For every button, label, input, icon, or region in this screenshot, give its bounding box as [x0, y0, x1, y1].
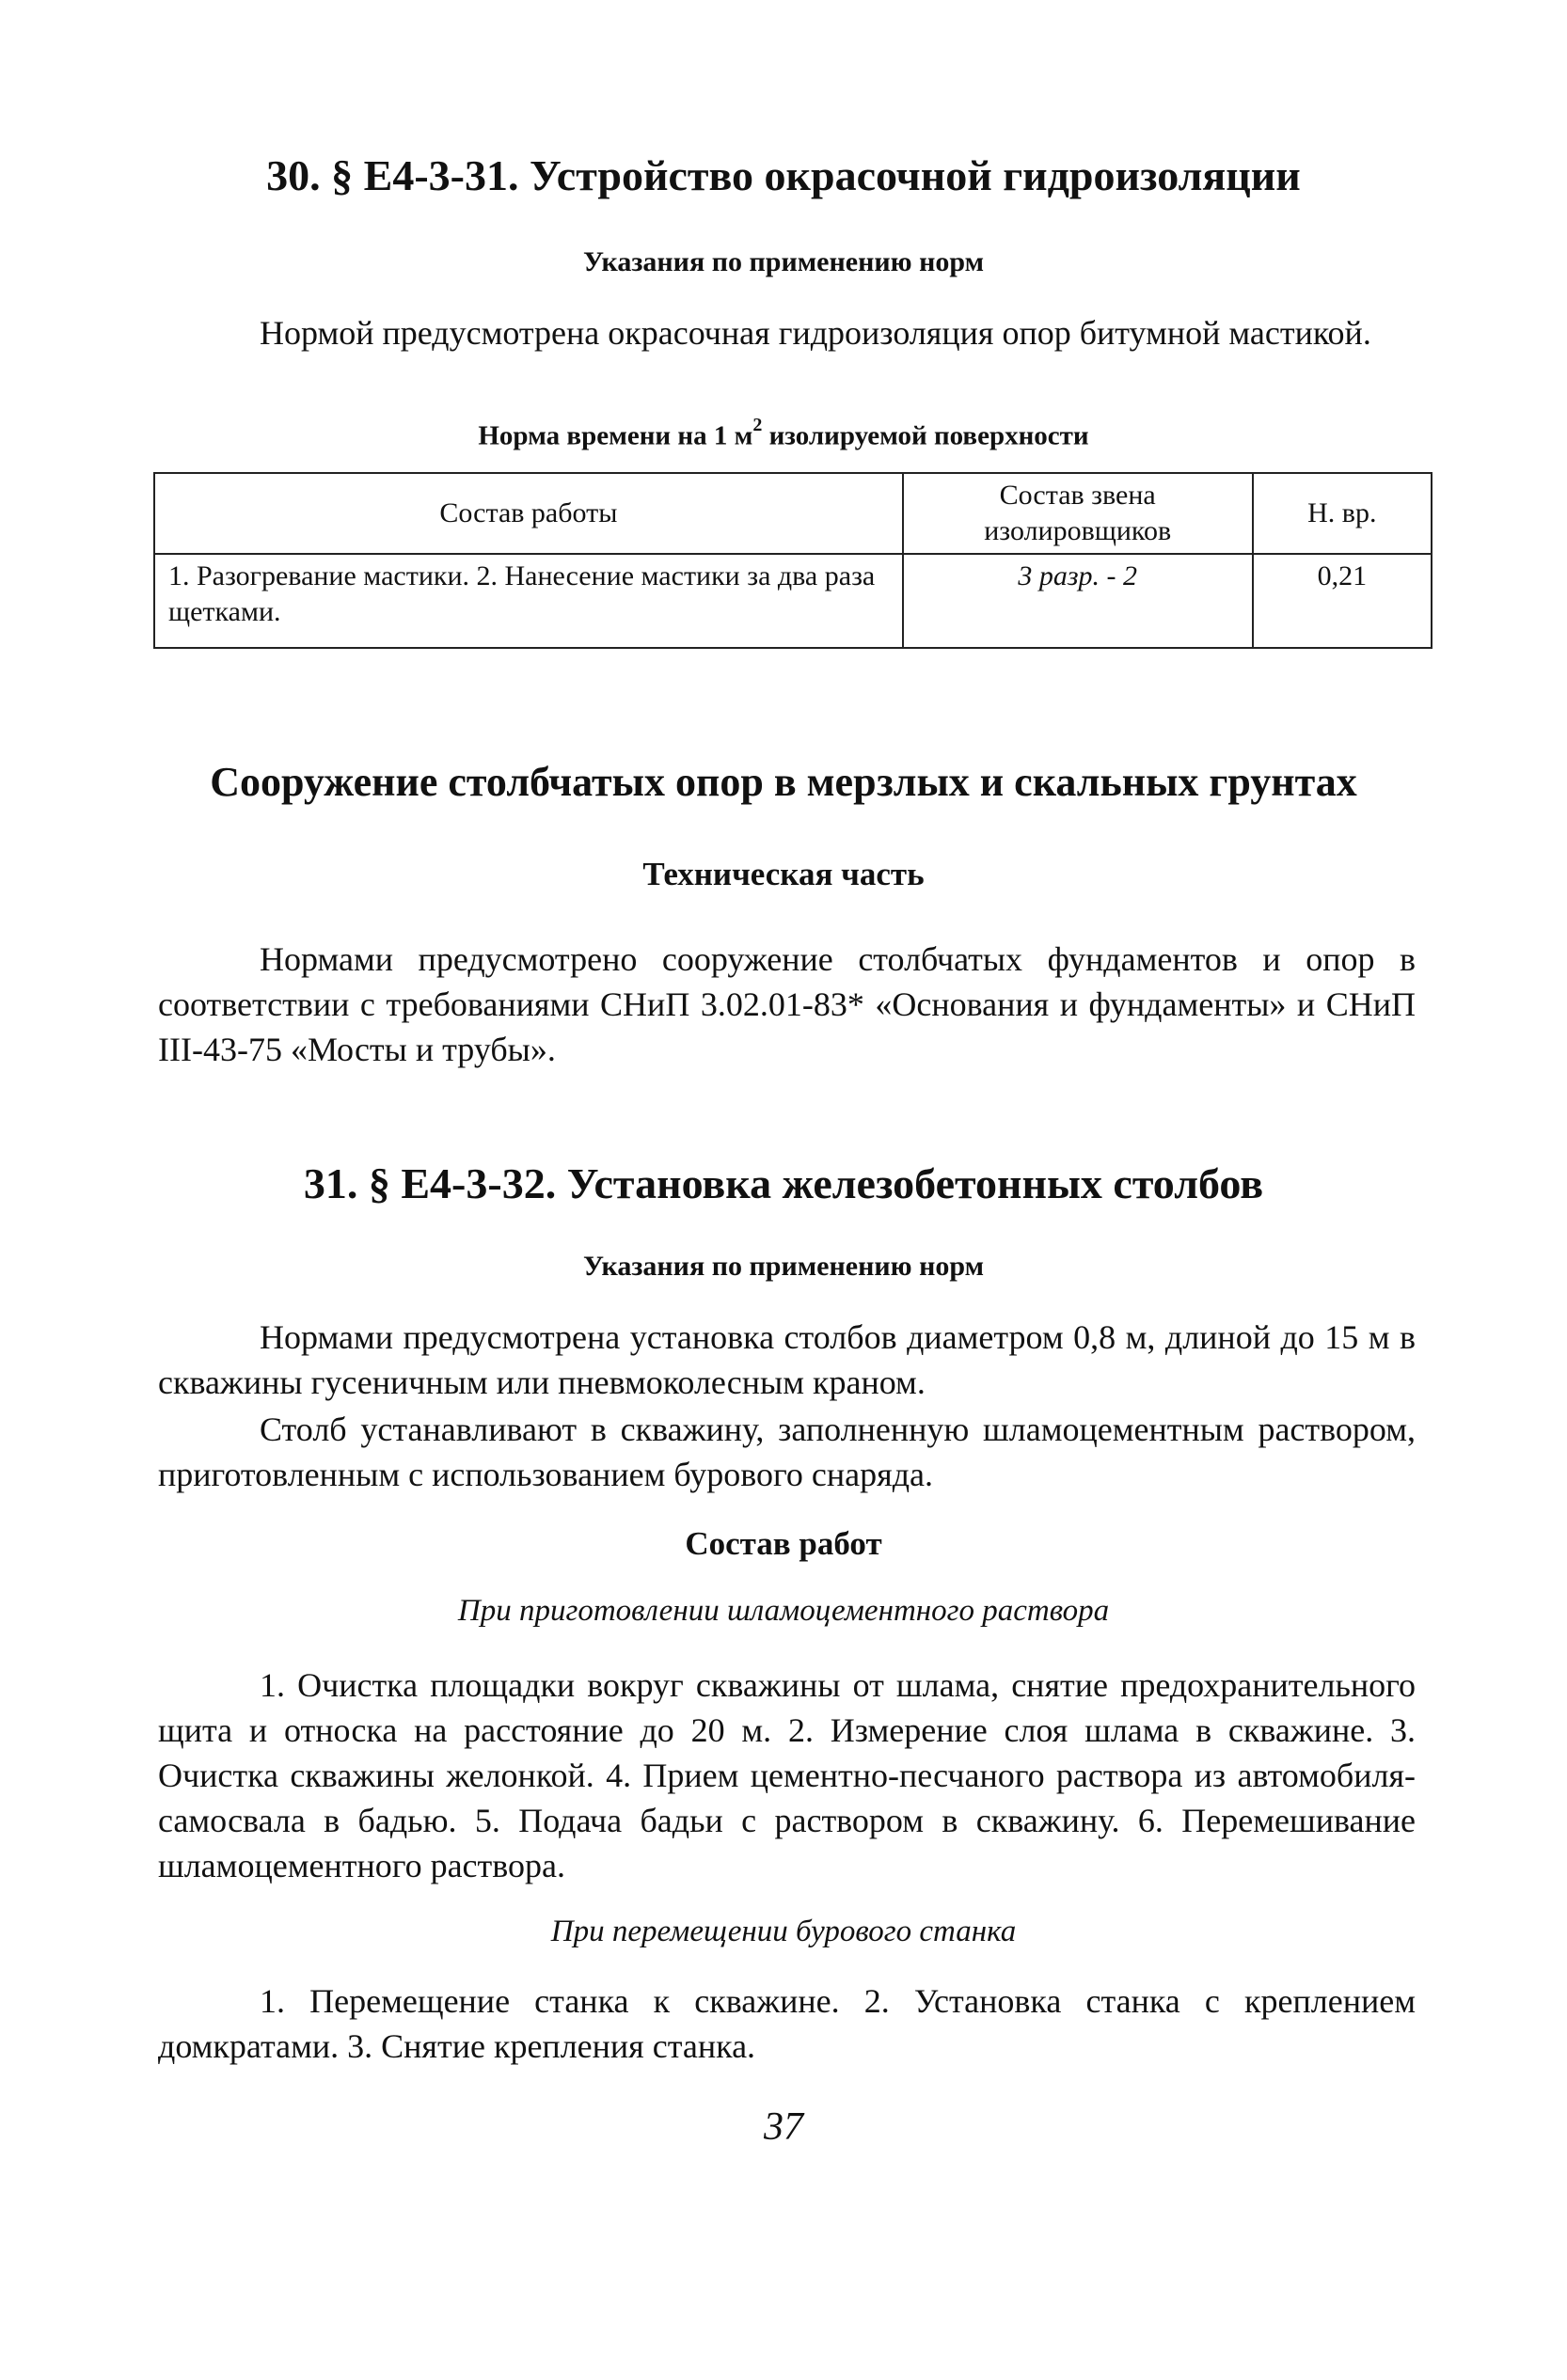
part-text: Нормами предусмотрено сооружение столбчатых фундаментов и опор в соответствии с требованиями СНиП 3.02.01-83* «Основания и фундаменты» и СНиП III-43-75 «Мосты и трубы».	[158, 940, 1416, 1068]
section-31-text-1: Нормами предусмотрена установка столбов диаметром 0,8 м, длиной до 15 м в скважины гусеничным или пневмоколесным краном.	[158, 1318, 1416, 1401]
norm-table	[153, 472, 1432, 649]
caption-text-before: Норма времени на 1 м	[478, 420, 753, 451]
works-sub-1: При приготовлении шламоцементного раствора	[457, 1594, 1110, 1628]
caption-sup: 2	[752, 415, 763, 435]
section-31-text-2: Столб устанавливают в скважину, заполненную шламоцементным раствором, приготовленным с использованием бурового снаряда.	[158, 1411, 1416, 1493]
page-number: 37	[764, 2105, 803, 2149]
cell-crew: 3 разр. - 2	[903, 554, 1253, 648]
part-title: Сооружение столбчатых опор в мерзлых и скальных грунтах	[210, 759, 1357, 805]
section-31-subtitle: Указания по применению норм	[582, 1251, 985, 1282]
header-crew: Состав звена изолировщиков	[903, 473, 1253, 554]
header-time: Н. вр.	[1253, 473, 1432, 554]
section-30-title: 30. § Е4-3-31. Устройство окрасочной гидроизоляции	[266, 151, 1301, 199]
norm-table-caption	[0, 415, 1567, 452]
section-30-subtitle: Указания по применению норм	[582, 246, 985, 277]
cell-work: 1. Разогревание мастики. 2. Нанесение мастики за два раза щетками.	[154, 554, 903, 648]
section-31-title: 31. § Е4-3-32. Установка железобетонных столбов	[303, 1159, 1264, 1207]
table-row	[154, 554, 1432, 648]
caption-text-after: изолируемой поверхности	[762, 420, 1089, 451]
cell-time: 0,21	[1253, 554, 1432, 648]
works-title: Состав работ	[685, 1525, 882, 1562]
header-work: Состав работы	[154, 473, 903, 554]
works-sub-2: При перемещении бурового станка	[550, 1915, 1017, 1948]
table-header-row	[154, 473, 1432, 554]
section-30-text: Нормой предусмотрена окрасочная гидроизоляция опор битумной мастикой.	[260, 314, 1371, 352]
works-list-2: 1. Перемещение станка к скважине. 2. Установка станка с креплением домкратами. 3. Снятие крепления станка.	[158, 1982, 1416, 2065]
works-list-1: 1. Очистка площадки вокруг скважины от шлама, снятие предохранительного щита и относка на расстояние до 20 м. 2. Измерение слоя шлама в скважине. 3. Очистка скважины желонкой. 4. Прием цементно-песчаного раствора из автомобиля-самосвала в бадью. 5. Подача бадьи с раствором в скважину. 6. Перемешивание шламоцементного раствора.	[158, 1666, 1416, 1884]
part-subtitle: Техническая часть	[642, 856, 925, 892]
